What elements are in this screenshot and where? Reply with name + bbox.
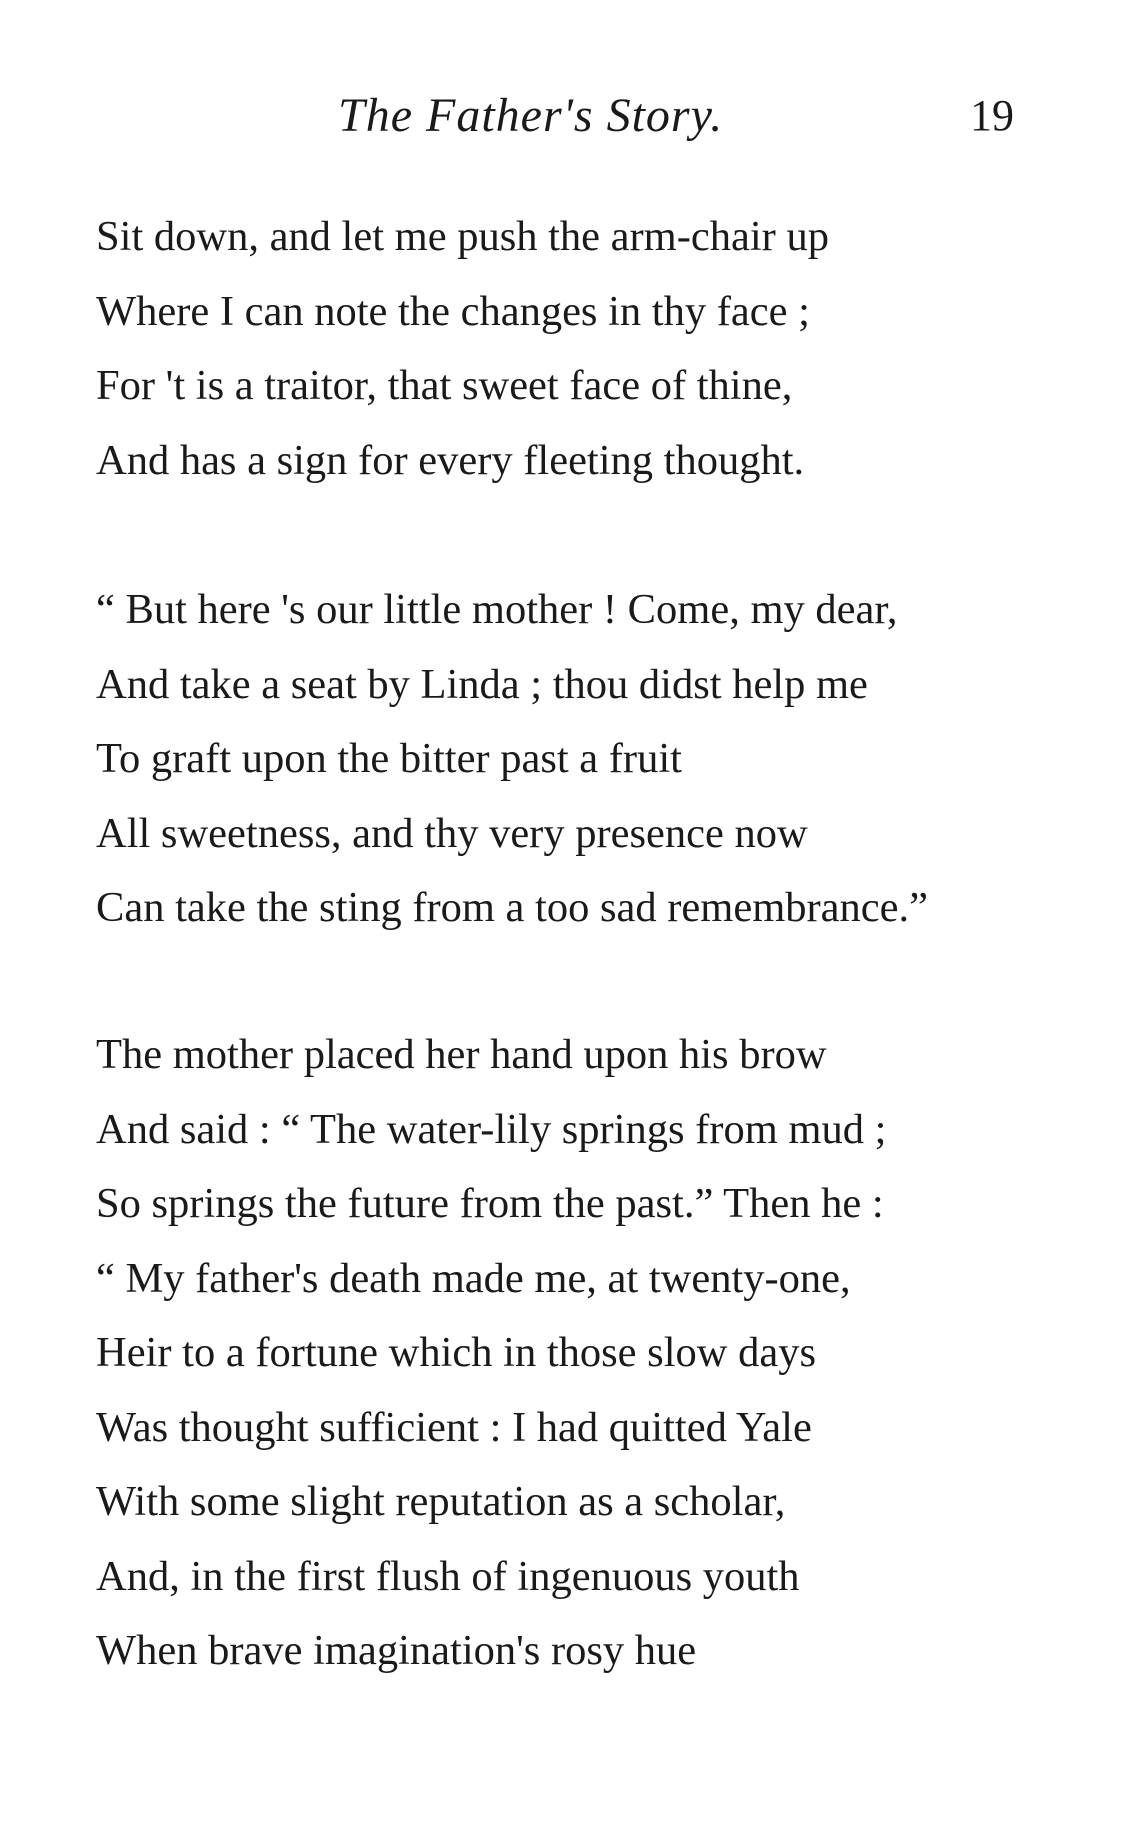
poem-line: All sweetness, and thy very presence now — [96, 809, 808, 857]
poem-line: Where I can note the changes in thy face ; — [96, 287, 810, 335]
poem-line: Can take the sting from a too sad remembrance.” — [96, 884, 928, 931]
poem-line: And said : “ The water-lily springs from mud ; — [96, 1105, 887, 1153]
poem-line: When brave imagination's rosy hue — [96, 1627, 697, 1674]
poem-line: And take a seat by Linda ; thou didst help me — [96, 660, 868, 708]
stanza-3 — [96, 1018, 886, 1689]
stanza-1 — [96, 200, 829, 498]
poem-line: For 't is a traitor, that sweet face of thine, — [96, 362, 793, 409]
poem-line: And, in the first flush of ingenuous youth — [96, 1552, 800, 1600]
poem-line: “ But here 's our little mother ! Come, my dear, — [96, 586, 898, 633]
poem-line: Heir to a fortune which in those slow days — [96, 1329, 816, 1376]
poem-line: And has a sign for every fleeting thought. — [96, 436, 805, 484]
poem-line: Sit down, and let me push the arm-chair up — [96, 213, 829, 260]
running-title: The Father's Story. — [338, 89, 724, 142]
poem-line: So springs the future from the past.” Then he : — [96, 1180, 884, 1227]
running-head — [0, 88, 1142, 148]
stanza-2 — [96, 573, 928, 946]
poem-line: With some slight reputation as a scholar, — [96, 1478, 786, 1525]
poem-line: The mother placed her hand upon his brow — [96, 1031, 827, 1078]
page-number: 19 — [970, 91, 1014, 140]
poem-line: To graft upon the bitter past a fruit — [96, 735, 682, 782]
poem-line: “ My father's death made me, at twenty-one, — [96, 1254, 851, 1302]
poem-line: Was thought sufficient : I had quitted Yale — [96, 1403, 812, 1451]
